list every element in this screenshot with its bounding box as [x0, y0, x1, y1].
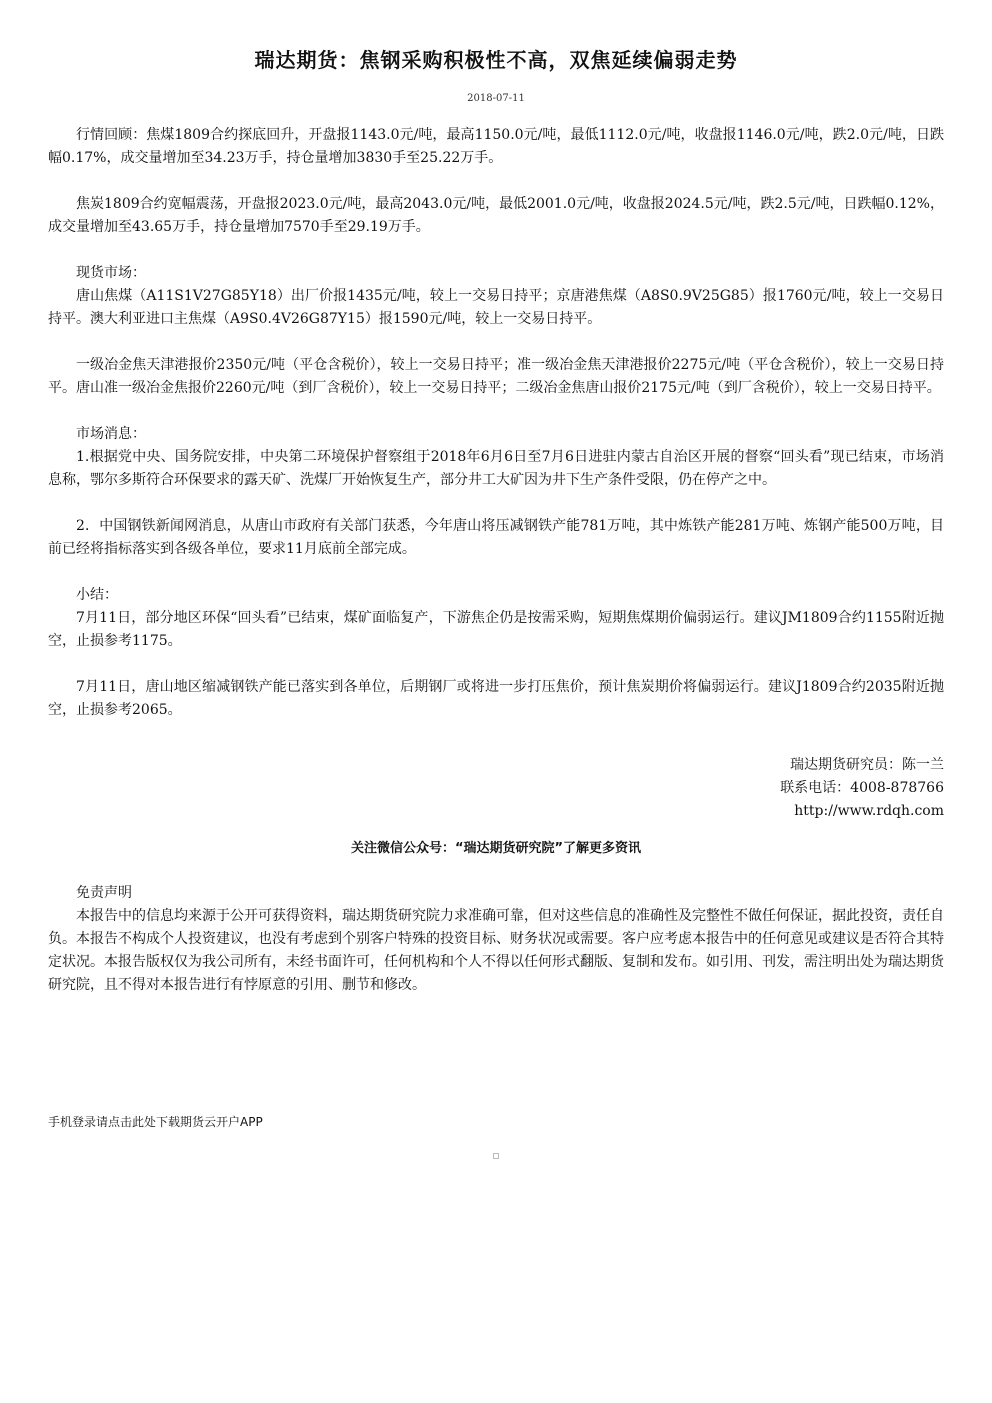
website-url: http://www.rdqh.com [794, 803, 944, 819]
coke-review: 焦炭1809合约宽幅震荡，开盘报2023.0元/吨，最高2043.0元/吨，最低2001.0元/吨，收盘报2024.5元/吨，跌2.5元/吨，日跌幅0.12%，成交量增加至43.65万手，持仓量增加7570手至29.19万手。 [48, 196, 944, 235]
market-news-item-2: 2．中国钢铁新闻网消息，从唐山市政府有关部门获悉，今年唐山将压减钢铁产能781万吨，其中炼铁产能281万吨、炼钢产能500万吨，目前已经将指标落实到各级各单位，要求11月底前全部完成。 [48, 518, 944, 557]
spot-coke-prices: 一级冶金焦天津港报价2350元/吨（平仓含税价），较上一交易日持平；准一级冶金焦天津港报价2275元/吨（平仓含税价），较上一交易日持平。唐山准一级冶金焦报价2260元/吨（到厂含税价），较上一交易日持平；二级冶金焦唐山报价2175元/吨（到厂含税价），较上一交易日持平。 [48, 357, 944, 396]
researcher-name: 瑞达期货研究员：陈一兰 [790, 757, 944, 773]
report-date: 2018-07-11 [467, 93, 525, 104]
coking-coal-review: 行情回顾：焦煤1809合约探底回升，开盘报1143.0元/吨，最高1150.0元/吨，最低1112.0元/吨，收盘报1146.0元/吨，跌2.0元/吨，日跌幅0.17%，成交量增加至34.23万手，持仓量增加3830手至25.22万手。 [48, 127, 944, 166]
wechat-notice: 关注微信公众号：“瑞达期货研究院”了解更多资讯 [350, 841, 642, 856]
spot-market-heading: 现货市场： [76, 265, 146, 281]
disclaimer-heading: 免责声明 [76, 885, 132, 901]
summary-coke: 7月11日，唐山地区缩减钢铁产能已落实到各单位，后期钢厂或将进一步打压焦价，预计焦炭期价将偏弱运行。建议J1809合约2035附近抛空，止损参考2065。 [48, 679, 944, 718]
contact-phone: 联系电话：4008-878766 [780, 780, 944, 796]
market-news-heading: 市场消息： [76, 426, 146, 442]
spot-coal-prices: 唐山焦煤（A11S1V27G85Y18）出厂价报1435元/吨，较上一交易日持平；京唐港焦煤（A8S0.9V25G85）报1760元/吨，较上一交易日持平。澳大利亚进口主焦煤（A9S0.4V26G87Y15）报1590元/吨，较上一交易日持平。 [48, 288, 944, 327]
summary-coking-coal: 7月11日，部分地区环保“回头看”已结束，煤矿面临复产，下游焦企仍是按需采购，短期焦煤期价偏弱运行。建议JM1809合约1155附近抛空，止损参考1175。 [48, 610, 944, 649]
signature-block [780, 754, 944, 823]
disclaimer-text: 本报告中的信息均来源于公开可获得资料，瑞达期货研究院力求准确可靠，但对这些信息的准确性及完整性不做任何保证，据此投资，责任自负。本报告不构成个人投资建议，也没有考虑到个别客户特殊的投资目标、财务状况或需要。客户应考虑本报告中的任何意见或建议是否符合其特定状况。本报告版权仅为我公司所有，未经书面许可，任何机构和个人不得以任何形式翻版、复制和发布。如引用、刊发，需注明出处为瑞达期货研究院，且不得对本报告进行有悖原意的引用、删节和修改。 [48, 908, 944, 993]
report-title: 瑞达期货：焦钢采购积极性不高，双焦延续偏弱走势 [254, 48, 738, 72]
market-news-item-1: 1.根据党中央、国务院安排，中央第二环境保护督察组于2018年6月6日至7月6日进驻内蒙古自治区开展的督察“回头看”现已结束，市场消息称，鄂尔多斯符合环保要求的露天矿、洗煤厂开始恢复生产，部分井工大矿因为井下生产条件受限，仍在停产之中。 [48, 449, 944, 488]
app-download-link[interactable]: 手机登录请点击此处下载期货云开户APP [48, 1115, 263, 1129]
disclaimer-block [48, 882, 944, 997]
page-marker-icon [493, 1153, 499, 1159]
summary-heading: 小结： [76, 587, 118, 603]
report-body [48, 124, 944, 722]
